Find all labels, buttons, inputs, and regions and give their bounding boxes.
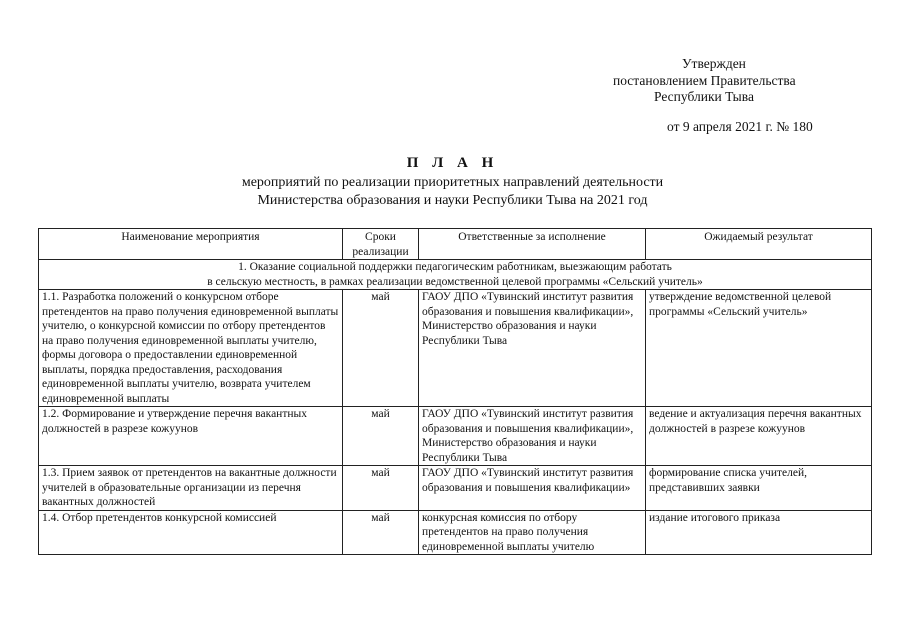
section-title-line2: в сельскую местность, в рамках реализации ведомственной целевой программы «Сельский учитель» [207, 275, 703, 288]
row-responsible: ГАОУ ДПО «Тувинский институт развития образования и повышения квалификации», Министерство образования и науки Республики Тыва [419, 407, 646, 466]
row-responsible: конкурсная комиссия по отбору претендентов на право получения единовременной выплаты учителю [419, 510, 646, 555]
row-result: формирование списка учителей, представивших заявки [646, 466, 872, 511]
plan-heading: П Л А Н [406, 155, 499, 171]
approval-line-resolution: постановлением Правительства [613, 72, 796, 88]
plan-subtitle [0, 174, 905, 210]
section-title [39, 260, 872, 290]
table-row [39, 290, 872, 407]
approval-line-approved: Утвержден [682, 56, 746, 71]
row-name: 1.3. Прием заявок от претендентов на вакантные должности учителей в образовательные организации из перечня вакантных должностей [39, 466, 343, 511]
section-title-line1: 1. Оказание социальной поддержки педагогическим работникам, выезжающим работать [238, 261, 672, 273]
row-result: ведение и актуализация перечня вакантных должностей в разрезе кожуунов [646, 407, 872, 466]
row-name: 1.4. Отбор претендентов конкурсной комиссией [39, 510, 343, 555]
row-term: май [343, 466, 419, 511]
row-name: 1.2. Формирование и утверждение перечня вакантных должностей в разрезе кожуунов [39, 407, 343, 466]
table-header-row [39, 229, 872, 260]
row-responsible: ГАОУ ДПО «Тувинский институт развития образования и повышения квалификации», Министерство образования и науки Республики Тыва [419, 290, 646, 407]
header-responsible: Ответственные за исполнение [419, 229, 646, 260]
table-row [39, 510, 872, 555]
header-name: Наименование мероприятия [39, 229, 343, 260]
row-term: май [343, 407, 419, 466]
section-row [39, 260, 872, 290]
approval-block [560, 56, 860, 135]
row-name: 1.1. Разработка положений о конкурсном отборе претендентов на право получения единовременной выплаты учителю, о конкурсной комиссии по отбору претендентов на право получения единовременной выплаты учителю, формы договора о предоставлении единовременной выплаты, порядка предоставления, расходования единовременной выплаты учителю, возврата учителем единовременной выплаты [39, 290, 343, 407]
header-result: Ожидаемый результат [646, 229, 872, 260]
header-term-line2: реализации [352, 245, 409, 258]
approval-date: от 9 апреля 2021 г. № 180 [667, 118, 813, 134]
row-term: май [343, 510, 419, 555]
table-row [39, 407, 872, 466]
row-result: утверждение ведомственной целевой программы «Сельский учитель» [646, 290, 872, 407]
plan-subtitle-line2: Министерства образования и науки Республики Тыва на 2021 год [257, 193, 648, 208]
row-responsible: ГАОУ ДПО «Тувинский институт развития образования и повышения квалификации» [419, 466, 646, 511]
row-result: издание итогового приказа [646, 510, 872, 555]
row-term: май [343, 290, 419, 407]
plan-table [38, 228, 872, 555]
header-term [343, 229, 419, 260]
header-term-line1: Сроки [365, 231, 396, 243]
plan-subtitle-line1: мероприятий по реализации приоритетных направлений деятельности [241, 175, 664, 190]
approval-line-republic: Республики Тыва [654, 89, 754, 104]
table-row [39, 466, 872, 511]
